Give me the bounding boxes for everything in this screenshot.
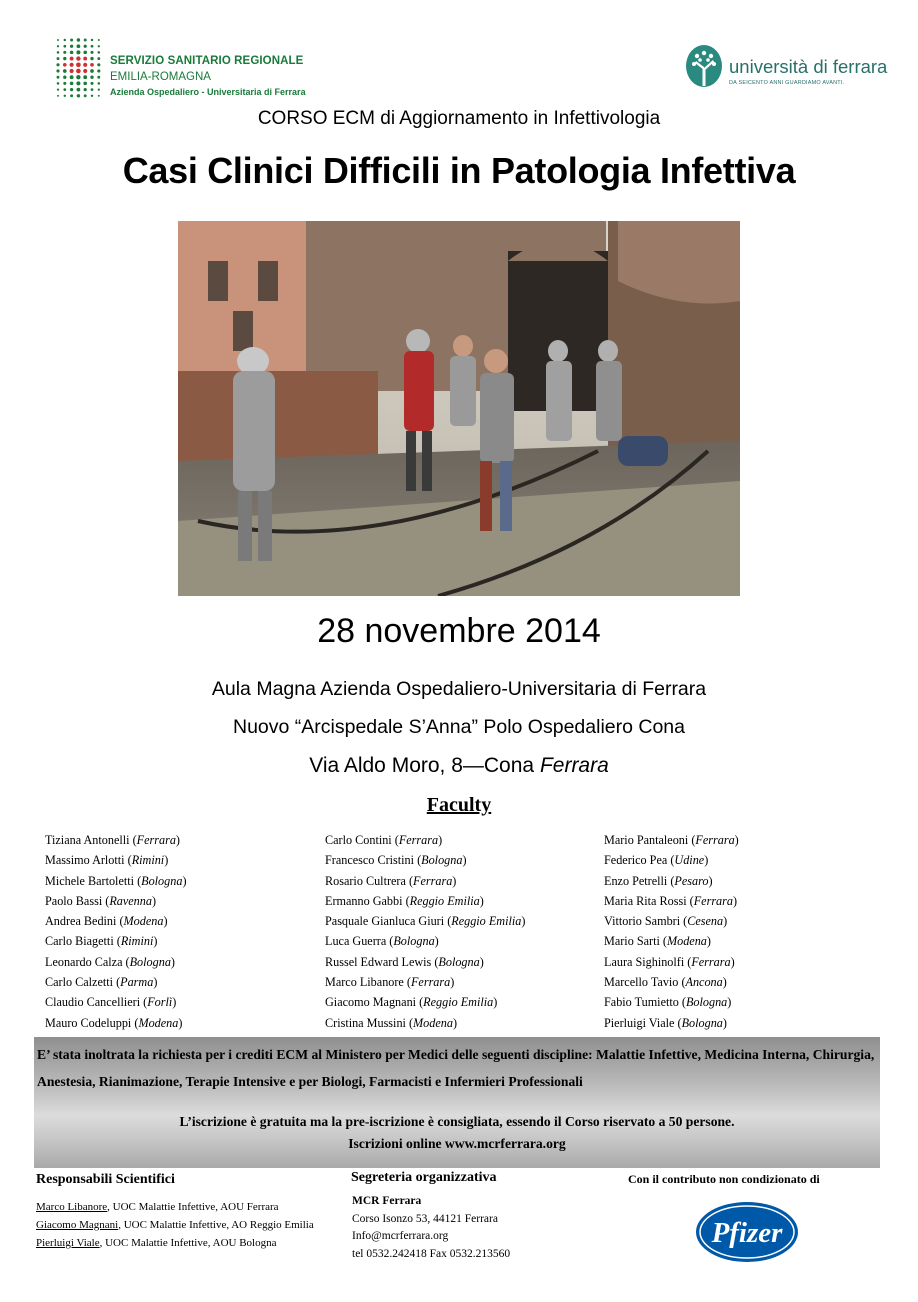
ssr-dot [97,76,100,79]
faculty-member: Carlo Contini (Ferrara) [325,833,443,847]
ssr-dot [63,76,66,79]
ssr-dot [57,51,60,54]
ssr-dot [57,88,59,90]
ssr-dot [76,75,80,79]
event-date: 28 novembre 2014 [317,612,601,650]
faculty-column-2 [325,830,605,1033]
segreteria-email[interactable]: Info@mcrferrara.org [352,1230,449,1242]
faculty-member: Andrea Bedini (Modena) [45,914,168,929]
ssr-dot [98,95,100,97]
ssr-dot [76,69,81,74]
faculty-member: Pierluigi Viale (Bologna) [604,1015,727,1030]
ssr-dot [57,82,60,85]
ssr-dot [70,69,74,73]
ssr-dot [56,63,59,66]
ssr-dot [90,57,93,60]
ssr-dot [57,95,59,97]
ssr-dot [91,88,94,91]
ssr-dots-icon [54,36,104,100]
responsabili-heading: Responsabili Scientifici [36,1172,175,1187]
ssr-dot [83,75,87,79]
ssr-dot [84,94,87,97]
faculty-member: Russel Edward Lewis (Bologna) [325,954,484,969]
ssr-dot [63,63,67,67]
unife-name: università di ferrara [729,56,888,77]
faculty-member: Marcello Tavio (Ancona) [604,975,727,990]
ssr-dot [98,88,100,90]
ssr-dot [84,88,87,91]
ssr-dot [97,57,100,60]
ssr-dot [91,39,93,41]
ssr-dot [91,95,93,97]
ssr-dot [83,69,87,73]
ssr-dot [83,51,87,55]
course-type: CORSO ECM di Aggiornamento in Infettivologia [257,108,661,129]
ssr-dot [63,45,66,48]
ssr-dot [83,57,87,61]
ssr-dot [90,51,93,54]
ssr-dot [91,45,94,48]
ssr-dot [77,94,80,97]
ecm-credits-text: E’ stata inoltrata la richiesta per i crediti ECM al Ministero per Medici delle seguenti discipline: Malattie Infettive, Medicina Interna, Chirurgia, Anestesia, Rianimazione, Terapie Intensive e per Biologi, Farmacisti e Infermieri Professionali [37,1047,875,1089]
ssr-dot [70,39,73,42]
faculty-heading: Faculty [426,794,492,816]
unife-tree-icon [683,44,725,92]
ssr-dot [77,44,81,48]
faculty-member: Tiziana Antonelli (Ferrara) [45,833,180,847]
faculty-member: Fabio Tumietto (Bologna) [604,995,732,1010]
ssr-dot [57,57,60,60]
responsabili-list [36,1198,314,1252]
faculty-member: Leonardo Calza (Bologna) [45,954,175,969]
ssr-dot [76,56,80,60]
venue-line-1: Aula Magna Azienda Ospedaliero-Universitaria di Ferrara [211,678,707,700]
ssr-dot [57,39,59,41]
faculty-member: Mario Pantaleoni (Ferrara) [604,833,739,847]
page-title: Casi Clinici Difficili in Patologia Infettiva [122,150,796,191]
responsabile-item: Marco Libanore, UOC Malattie Infettive, AOU Ferrara [36,1201,279,1213]
faculty-member: Laura Sighinolfi (Ferrara) [604,954,735,969]
address-street: Via Aldo Moro, 8—Cona [309,754,540,777]
ssr-azienda: Azienda Ospedaliero - Universitaria di Ferrara [110,87,306,97]
segreteria-address: Corso Isonzo 53, 44121 Ferrara [352,1212,498,1225]
pfizer-wordmark: Pfizer [711,1217,783,1249]
ssr-dot [98,51,101,54]
faculty-member: Claudio Cancellieri (Forlì) [45,995,177,1010]
ssr-dot [76,81,80,85]
faculty-column-3 [604,830,884,1033]
ssr-dot [70,63,74,67]
faculty-member: Maria Rita Rossi (Ferrara) [604,893,738,908]
ssr-dot [70,94,73,97]
ssr-dot [63,57,66,60]
sponsor-note: Con il contributo non condizionato di [628,1172,820,1186]
faculty-member: Vittorio Sambri (Cesena) [604,914,728,929]
ssr-dot [90,82,93,85]
faculty-member: Marco Libanore (Ferrara) [325,975,455,990]
ssr-dot [63,82,66,85]
segreteria-phone: tel 0532.242418 Fax 0532.213560 [352,1247,511,1260]
ssr-dot [97,69,100,72]
faculty-member: Carlo Calzetti (Parma) [45,975,158,990]
ssr-dot [98,39,100,41]
faculty-member: Luca Guerra (Bologna) [325,934,439,949]
ssr-dot [70,88,73,91]
pfizer-logo [694,1200,800,1264]
segreteria-heading: Segreteria organizzativa [351,1170,497,1185]
address-city: Ferrara [539,754,609,777]
unife-motto: DA SEICENTO ANNI GUARDIAMO AVANTI. [729,80,845,86]
ssr-dot [77,88,81,92]
ssr-dot [70,45,73,48]
faculty-member: Paolo Bassi (Ravenna) [45,893,157,908]
ssr-name: SERVIZIO SANITARIO REGIONALE [110,55,304,67]
ssr-dot [77,38,80,41]
ecm-info-box [34,1037,880,1168]
ssr-dot [57,45,59,47]
faculty-member: Francesco Cristini (Bologna) [325,853,467,868]
unife-logo [683,44,888,94]
ssr-dot [76,62,81,67]
ssr-dot [57,76,60,79]
faculty-member: Federico Pea (Udine) [604,853,709,868]
ssr-dot [56,69,59,72]
ssr-dot [90,69,94,73]
online-registration-link[interactable]: Iscrizioni online www.mcrferrara.org [348,1136,566,1151]
ssr-dot [97,63,100,66]
faculty-member: Mario Sarti (Modena) [604,934,711,949]
faculty-member: Pasquale Gianluca Giuri (Reggio Emilia) [325,914,526,929]
ssr-dot [84,39,87,42]
ssr-dot [64,95,66,97]
ssr-dot [90,63,94,67]
segreteria-details [352,1193,510,1263]
ssr-dot [70,51,74,55]
segreteria-org: MCR Ferrara [352,1195,422,1207]
event-photo [178,221,740,596]
ssr-dot [90,76,93,79]
ssr-dot [83,63,87,67]
ssr-region: EMILIA-ROMAGNA [110,71,211,83]
ssr-dot [63,69,67,73]
ssr-dot [63,88,66,91]
venue-line-2: Nuovo “Arcispedale S’Anna” Polo Ospedaliero Cona [232,716,685,738]
venue-address [0,754,918,778]
faculty-member: Ermanno Gabbi (Reggio Emilia) [325,893,484,908]
ssr-dot [84,45,87,48]
ssr-dot [98,82,101,85]
registration-note: L’iscrizione è gratuita ma la pre-iscrizione è consigliata, essendo il Corso riservato a 50 persone. [179,1114,735,1129]
responsabile-item: Giacomo Magnani, UOC Malattie Infettive, AO Reggio Emilia [36,1219,314,1231]
responsabile-item: Pierluigi Viale, UOC Malattie Infettive, AOU Bologna [36,1237,277,1249]
ssr-dot [70,75,74,79]
ssr-dot [98,45,100,47]
faculty-member: Mauro Codeluppi (Modena) [45,1015,183,1030]
faculty-member: Rosario Cultrera (Ferrara) [325,873,457,888]
ssr-dot [76,50,80,54]
faculty-member: Cristina Mussini (Modena) [325,1015,458,1030]
faculty-member: Giacomo Magnani (Reggio Emilia) [325,995,498,1010]
faculty-member: Massimo Arlotti (Rimini) [45,853,169,868]
ssr-dot [70,82,74,86]
ssr-dot [63,51,66,54]
ssr-dot [83,82,87,86]
faculty-member: Enzo Petrelli (Pesaro) [604,873,713,888]
faculty-member: Carlo Biagetti (Rimini) [45,934,158,949]
ssr-dot [64,39,66,41]
ssr-dot [70,57,74,61]
faculty-member: Michele Bartoletti (Bologna) [45,873,187,888]
ssr-emilia-romagna-logo [54,36,314,100]
faculty-column-1 [45,830,325,1033]
